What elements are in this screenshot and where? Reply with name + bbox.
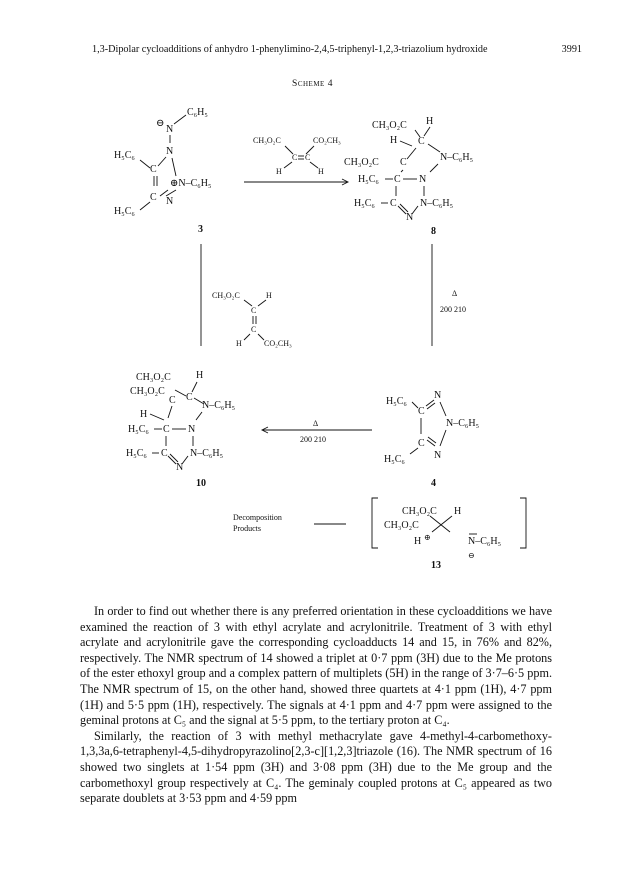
fumarate-bond-h2 [310, 162, 318, 168]
c4-c1: C [418, 406, 425, 417]
c3-bond-c-n [158, 157, 166, 166]
delta-right: Δ [452, 289, 458, 298]
fumarate-h2: H [318, 167, 324, 176]
c8-n1: N [419, 174, 427, 185]
c13-cross-2 [432, 516, 452, 532]
c8-bond-n-n [430, 164, 438, 172]
c8-bond-c-n-b [400, 204, 408, 212]
temp-middle: 200 210 [300, 435, 326, 444]
c10-h5c6-bottom: H₅C₆ [126, 448, 147, 459]
decomposition-line2: Products [233, 524, 261, 533]
c8-bond-c5-c4 [407, 148, 416, 159]
c3-bond-phenyl [174, 115, 186, 124]
label-compound-8: 8 [431, 226, 436, 237]
c3-c1: C [150, 164, 157, 175]
maleate-ester-2: CO₂CH₃ [264, 339, 292, 348]
c3-n-plus: ⊕N–C₆H₅ [170, 178, 212, 189]
fumarate-c1: C [292, 153, 298, 162]
path-8-to-4 [432, 244, 466, 346]
c8-h-top: H [426, 116, 434, 127]
scheme-title: Scheme 4 [292, 79, 333, 89]
c4-c2: C [418, 438, 425, 449]
c8-h5c6-bottom: H₅C₆ [354, 198, 375, 209]
c8-bond-h [400, 141, 412, 146]
c8-wedge-2 [424, 127, 430, 136]
c8-ester-mid: CH₃O₂C [344, 157, 379, 168]
maleate-ester: CH₃O₂C [212, 291, 240, 300]
c8-h-left: H [390, 135, 398, 146]
c8-n-bottom: N [406, 212, 414, 223]
c10-h-left: H [140, 409, 148, 420]
c13-plus: ⊕ [424, 533, 431, 542]
c10-c5: C [169, 395, 176, 406]
bracket-left [372, 498, 378, 548]
c13-n-c6h5: N–C₆H₅ [468, 536, 502, 547]
c10-n-bottom: N [176, 462, 184, 473]
c3-n-exo: N [166, 124, 174, 135]
body-text [80, 604, 552, 807]
maleate-bond-h1 [258, 300, 266, 306]
fumarate-h1: H [276, 167, 282, 176]
c3-minus: ⊖ [156, 118, 165, 129]
fumarate-c2: C [305, 153, 311, 162]
compound-4-structure [384, 390, 479, 489]
c3-h5c6-bottom: H₅C₆ [114, 206, 135, 217]
c3-n1: N [166, 146, 174, 157]
c10-c-bottom: C [161, 448, 168, 459]
c3-c6h5: C₆H₅ [187, 107, 208, 118]
c8-c3a: C [394, 174, 401, 185]
c10-n1: N [188, 424, 196, 435]
c8-ester-top: CH₃O₂C [372, 120, 407, 131]
c10-c3a: C [163, 424, 170, 435]
delta-middle: Δ [313, 419, 319, 428]
c4-bond-ph2 [410, 448, 418, 454]
running-title: 1,3-Dipolar cycloadditions of anhydro 1-phenylimino-2,4,5-triphenyl-1,2,3-triazolium hydroxide [92, 44, 488, 55]
c4-n-c6h5: N–C₆H₅ [446, 418, 480, 429]
c4-h5c6-bottom: H₅C₆ [384, 454, 405, 465]
c10-bond-c5 [168, 406, 172, 418]
c8-c4: C [418, 136, 425, 147]
c4-bond-n-n [440, 402, 446, 416]
decomposition-branch [233, 513, 346, 533]
c10-wedge-2 [192, 382, 197, 392]
c4-n-top: N [434, 390, 442, 401]
c8-c-bottom: C [390, 198, 397, 209]
bracket-right [520, 498, 526, 548]
paragraph-1: In order to find out whether there is any preferred orientation in these cycloadditions we have examined the reaction of 3 with ethyl acrylate and acrylonitrile. Treatment of 3 with ethyl acrylate and acrylonitrile gave the corresponding cycloadducts 14 and 15, in 76% and 82%, respectively. The NMR spectrum of 14 showed a triplet at 0·7 ppm (3H) due to the Me protons of the ester ethoxyl group and a complex pattern of multiplets (5H) in the range of 3·7–6·5 ppm. The NMR spectrum of 15, on the other hand, showed three quartets at 4·1 ppm (1H), 4·7 ppm (1H) and 5·5 ppm (1H), respectively. The signals at 4·1 ppm and 4·7 ppm were assigned to the geminal protons at C₅ and the signal at 5·5 ppm, to the tertiary proton at C₄. [80, 604, 552, 728]
c8-bond-c-n-a [398, 206, 406, 214]
c8-h5c6-mid: H₅C₆ [358, 174, 379, 185]
c3-c2: C [150, 192, 157, 203]
c8-n-c6h5-bottom: N–C₆H₅ [420, 198, 454, 209]
c10-h5c6-mid: H₅C₆ [128, 424, 149, 435]
maleate-h1: H [266, 291, 272, 300]
c13-ester-2: CH₃O₂C [384, 520, 419, 531]
arrow-3-to-8 [244, 179, 348, 185]
compound-3-structure [114, 107, 211, 235]
label-compound-10: 10 [196, 478, 206, 489]
fumarate-bond-h1 [284, 162, 292, 168]
c10-wedge-1 [175, 390, 186, 396]
page-number: 3991 [561, 44, 582, 55]
c10-bond-n-n [196, 412, 202, 420]
paragraph-2: Similarly, the reaction of 3 with methyl methacrylate gave 4-methyl-4-carbomethoxy-1,3,3a,6-tetraphenyl-4,5-dihydropyrazolino[2,3-c][1,2,3]triazole (16). The NMR spectrum of 16 showed two singlets at 1·54 ppm (3H) and 3·08 ppm (3H) due to the Me group and the carbomethoxyl group respectively at C₄. The geminaly coupled protons at C₅ appeared as two separate doublets at 3·53 ppm and 4·59 ppm [80, 728, 552, 806]
maleate-c1: C [251, 306, 257, 315]
reagent-fumarate [253, 136, 341, 176]
c10-ester-2: CH₃O₂C [130, 386, 165, 397]
c10-n-c6h5-bottom: N–C₆H₅ [190, 448, 224, 459]
c8-bond-c-n [428, 144, 440, 152]
maleate-h2: H [236, 339, 242, 348]
c8-c5: C [400, 157, 407, 168]
arrow-4-to-10 [262, 419, 372, 444]
temp-right: 200 210 [440, 305, 466, 314]
c3-h5c6-top: H₅C₆ [114, 150, 135, 161]
c10-h-top: H [196, 370, 204, 381]
maleate-bond-h2 [244, 334, 250, 340]
c4-n-bottom: N [434, 450, 442, 461]
c8-n-c6h5-top: N–C₆H₅ [440, 152, 474, 163]
c3-n3: N [166, 196, 174, 207]
c4-h5c6-top: H₅C₆ [386, 396, 407, 407]
label-compound-3: 3 [198, 224, 203, 235]
c10-ester-top: CH₃O₂C [136, 372, 171, 383]
c3-bond-ph2 [140, 202, 150, 210]
c3-bond-ph-c [140, 160, 150, 168]
c10-n-c6h5-top: N–C₆H₅ [202, 400, 236, 411]
c13-minus: ⊖ [468, 551, 475, 560]
c13-ester-top: CH₃O₂C [402, 506, 437, 517]
c3-bond-n-n [172, 158, 176, 176]
c13-cross-1 [430, 516, 450, 532]
label-compound-13: 13 [431, 560, 441, 571]
c13-h-bottom: H [414, 536, 422, 547]
c10-bond-h [150, 414, 164, 420]
c10-bond-c-n-b [170, 454, 178, 462]
maleate-c2: C [251, 325, 257, 334]
label-compound-4: 4 [431, 478, 436, 489]
compound-10-structure [126, 370, 235, 489]
fumarate-ester-left: CH₃O₂C [253, 136, 281, 145]
path-3-to-10 [201, 244, 292, 348]
compound-8-structure [344, 116, 473, 237]
c10-c4: C [186, 392, 193, 403]
c4-bond-n-n2 [440, 430, 446, 446]
compound-13-structure [372, 498, 526, 571]
c10-bond-c-n-a [168, 456, 176, 464]
c13-h-top: H [454, 506, 462, 517]
c8-bond-c3a-c5 [401, 170, 403, 172]
fumarate-ester-right: CO₂CH₃ [313, 136, 341, 145]
decomposition-line1: Decomposition [233, 513, 282, 522]
